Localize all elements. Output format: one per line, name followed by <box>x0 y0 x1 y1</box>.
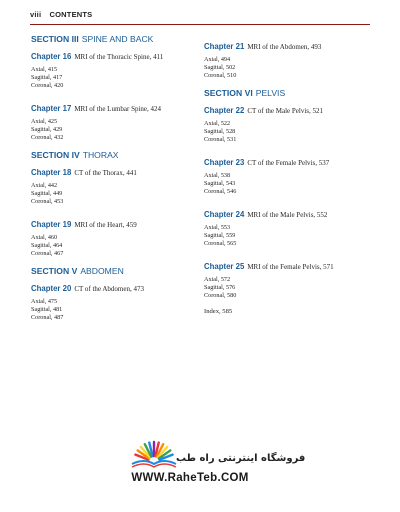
chapter-title: CT of the Abdomen, 473 <box>74 285 144 293</box>
toc-entry: Coronal, 453 <box>31 198 64 205</box>
chapter-title: CT of the Female Pelvis, 537 <box>247 159 330 167</box>
chapter-title: CT of the Thorax, 441 <box>74 169 137 177</box>
toc-entry: Axial, 425 <box>31 118 58 125</box>
chapter-label: Chapter 23 <box>204 158 245 167</box>
chapter-entries <box>31 118 196 142</box>
toc-entry: Coronal, 531 <box>204 136 237 143</box>
page-number: viii <box>30 10 42 19</box>
chapter-17 <box>31 98 196 116</box>
toc-entry: Coronal, 487 <box>31 314 64 321</box>
chapter-entries <box>204 224 369 248</box>
toc-entry: Axial, 460 <box>31 234 58 241</box>
chapter-21 <box>204 36 369 54</box>
toc-entry: Axial, 494 <box>204 56 231 63</box>
toc-entry: Axial, 522 <box>204 120 231 127</box>
book-logo-icon <box>124 436 184 470</box>
toc-entry: Coronal, 467 <box>31 250 64 257</box>
section-heading <box>204 88 369 98</box>
toc-entry: Sagittal, 481 <box>31 306 63 313</box>
toc-entry: Sagittal, 543 <box>204 180 236 187</box>
chapter-20 <box>31 278 196 296</box>
chapter-18 <box>31 162 196 180</box>
section-number: SECTION V <box>31 266 78 276</box>
chapter-entries <box>204 276 369 300</box>
toc-entry: Sagittal, 528 <box>204 128 236 135</box>
toc-entry: Coronal, 432 <box>31 134 64 141</box>
chapter-entries <box>31 182 196 206</box>
section-name: SPINE AND BACK <box>81 34 154 44</box>
section-number: SECTION III <box>31 34 79 44</box>
toc-entry: Axial, 415 <box>31 66 58 73</box>
section-name: THORAX <box>82 150 119 160</box>
toc-entry: Axial, 553 <box>204 224 231 231</box>
chapter-title: CT of the Male Pelvis, 521 <box>247 107 324 115</box>
chapter-entries <box>204 172 369 196</box>
toc-entry: Sagittal, 429 <box>31 126 63 133</box>
section-number: SECTION IV <box>31 150 80 160</box>
toc-entry: Sagittal, 576 <box>204 284 236 291</box>
chapter-label: Chapter 19 <box>31 220 72 229</box>
toc-entry: Axial, 475 <box>31 298 58 305</box>
chapter-label: Chapter 16 <box>31 52 72 61</box>
chapter-title: MRI of the Lumbar Spine, 424 <box>74 105 162 113</box>
toc-entry: Sagittal, 559 <box>204 232 236 239</box>
section-4 <box>31 150 196 258</box>
chapter-label: Chapter 22 <box>204 106 245 115</box>
toc-entry: Sagittal, 417 <box>31 74 63 81</box>
chapter-25 <box>204 256 369 274</box>
chapter-label: Chapter 24 <box>204 210 245 219</box>
chapter-label: Chapter 25 <box>204 262 245 271</box>
chapter-entries <box>204 56 369 80</box>
chapter-entries <box>31 66 196 90</box>
toc-entry: Coronal, 420 <box>31 82 64 89</box>
chapter-title: MRI of the Female Pelvis, 571 <box>247 263 334 271</box>
toc-right-column <box>204 34 369 315</box>
toc-entry: Axial, 442 <box>31 182 58 189</box>
section-6 <box>204 88 369 315</box>
chapter-label: Chapter 17 <box>31 104 72 113</box>
section-number: SECTION VI <box>204 88 253 98</box>
toc-entry: Axial, 538 <box>204 172 231 179</box>
chapter-19 <box>31 214 196 232</box>
section-heading <box>31 150 196 160</box>
toc-left-column <box>31 34 196 330</box>
section-heading <box>31 34 196 44</box>
section-5-continued <box>204 36 369 80</box>
watermark-url: WWW.RaheTeb.COM <box>131 472 249 484</box>
raheteb-watermark <box>60 436 320 496</box>
header-title: CONTENTS <box>49 10 93 19</box>
chapter-label: Chapter 21 <box>204 42 245 51</box>
toc-entry: Coronal, 580 <box>204 292 237 299</box>
chapter-title: MRI of the Male Pelvis, 552 <box>247 211 328 219</box>
chapter-label: Chapter 20 <box>31 284 72 293</box>
toc-entry: Coronal, 546 <box>204 188 237 195</box>
page-header <box>30 10 370 25</box>
chapter-entries <box>31 298 196 322</box>
chapter-16 <box>31 46 196 64</box>
persian-store-name: فروشگاه اینترنتی راه طب <box>176 453 306 464</box>
chapter-title: MRI of the Abdomen, 493 <box>247 43 322 51</box>
chapter-title: MRI of the Heart, 459 <box>74 221 137 229</box>
toc-entry: Sagittal, 464 <box>31 242 63 249</box>
toc-entry: Coronal, 565 <box>204 240 237 247</box>
section-name: ABDOMEN <box>80 266 124 276</box>
chapter-24 <box>204 204 369 222</box>
section-name: PELVIS <box>255 88 286 98</box>
section-5 <box>31 266 196 322</box>
section-heading <box>31 266 196 276</box>
chapter-entries <box>31 234 196 258</box>
toc-entry: Sagittal, 449 <box>31 190 63 197</box>
index-entry: Index, 585 <box>204 308 233 315</box>
toc-entry: Sagittal, 502 <box>204 64 236 71</box>
section-3 <box>31 34 196 142</box>
toc-entry: Coronal, 510 <box>204 72 237 79</box>
toc-entry: Axial, 572 <box>204 276 231 283</box>
chapter-entries <box>204 120 369 144</box>
chapter-22 <box>204 100 369 118</box>
chapter-23 <box>204 152 369 170</box>
chapter-title: MRI of the Thoracic Spine, 411 <box>74 53 164 61</box>
chapter-label: Chapter 18 <box>31 168 72 177</box>
